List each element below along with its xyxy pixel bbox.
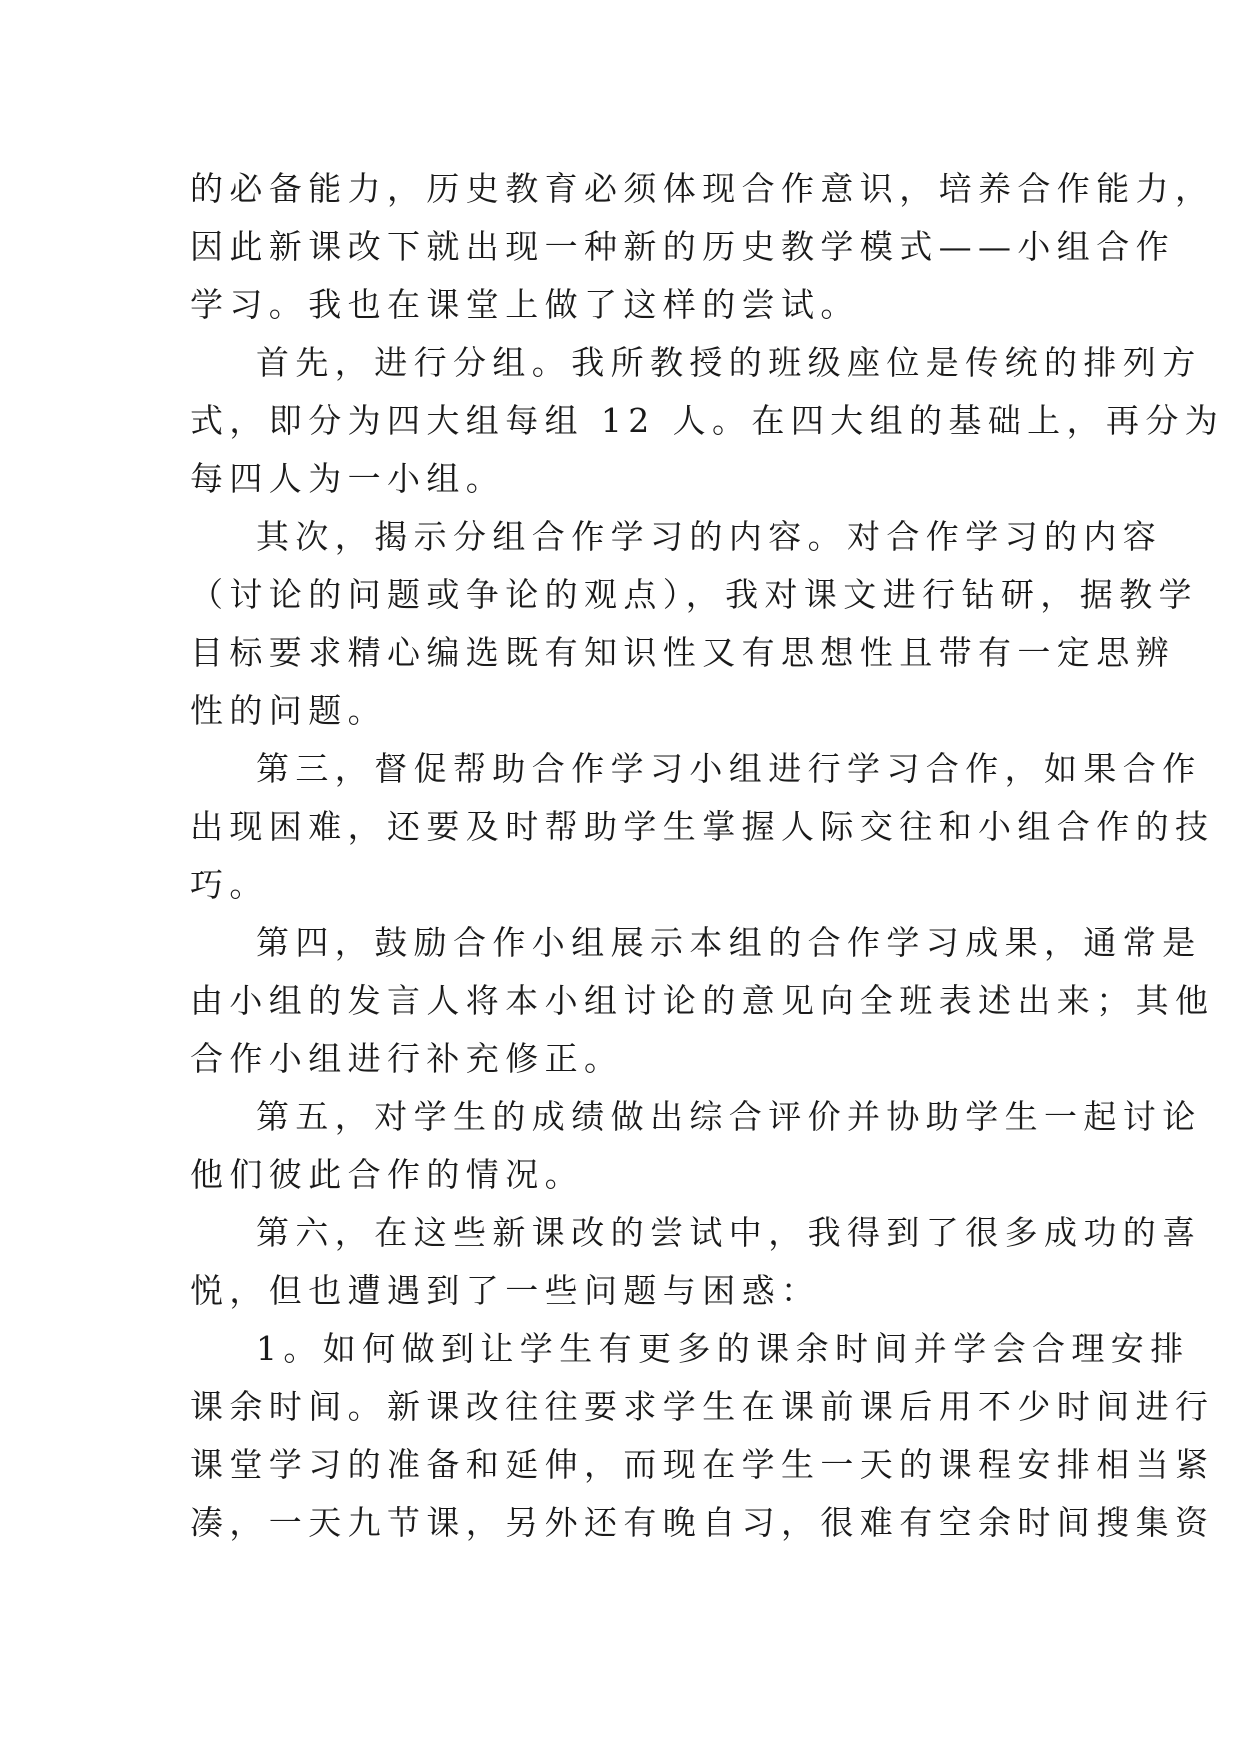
text-line: 巧。 [190,865,269,904]
text-line: 凑，一天九节课，另外还有晚自习，很难有空余时间搜集资 [190,1503,1215,1542]
text-line: 他们彼此合作的情况。 [190,1155,584,1194]
paragraph [190,1088,1202,1204]
text-line: 因此新课改下就出现一种新的历史教学模式——小组合作 [190,227,1175,266]
text-line: 其次，揭示分组合作学习的内容。对合作学习的内容 [256,517,1163,556]
body-text [190,160,1225,1552]
text-line: 合作小组进行补充修正。 [190,1039,624,1078]
paragraph [190,334,1225,508]
text-line: 第四，鼓励合作小组展示本组的合作学习成果，通常是 [256,923,1202,962]
text-line: 课堂学习的准备和延伸，而现在学生一天的课程安排相当紧 [190,1445,1215,1484]
text-line: （讨论的问题或争论的观点），我对课文进行钻研，据教学 [190,575,1198,614]
paragraph [190,1204,1202,1320]
text-line: 每四人为一小组。 [190,459,506,498]
text-line: 出现困难，还要及时帮助学生掌握人际交往和小组合作的技 [190,807,1215,846]
text-line: 目标要求精心编选既有知识性又有思想性且带有一定思辨 [190,633,1175,672]
text-line: 式，即分为四大组每组 12 人。在四大组的基础上，再分为 [190,401,1225,440]
paragraph [190,740,1215,914]
text-line: 第六，在这些新课改的尝试中，我得到了很多成功的喜 [256,1213,1202,1252]
text-line: 性的问题。 [190,691,387,730]
text-line: 第五，对学生的成绩做出综合评价并协助学生一起讨论 [256,1097,1202,1136]
text-line: 第三，督促帮助合作学习小组进行学习合作，如果合作 [256,749,1202,788]
paragraph [190,914,1215,1088]
text-line: 学习。我也在课堂上做了这样的尝试。 [190,285,860,324]
text-line: 的必备能力，历史教育必须体现合作意识，培养合作能力， [190,169,1215,208]
text-line: 由小组的发言人将本小组讨论的意见向全班表述出来；其他 [190,981,1215,1020]
text-line: 1。如何做到让学生有更多的课余时间并学会合理安排 [256,1329,1190,1368]
paragraph [190,160,1215,334]
paragraph [190,508,1198,740]
text-line: 首先，进行分组。我所教授的班级座位是传统的排列方 [256,343,1202,382]
text-line: 课余时间。新课改往往要求学生在课前课后用不少时间进行 [190,1387,1215,1426]
text-line: 悦，但也遭遇到了一些问题与困惑： [190,1271,821,1310]
paragraph [190,1320,1215,1552]
